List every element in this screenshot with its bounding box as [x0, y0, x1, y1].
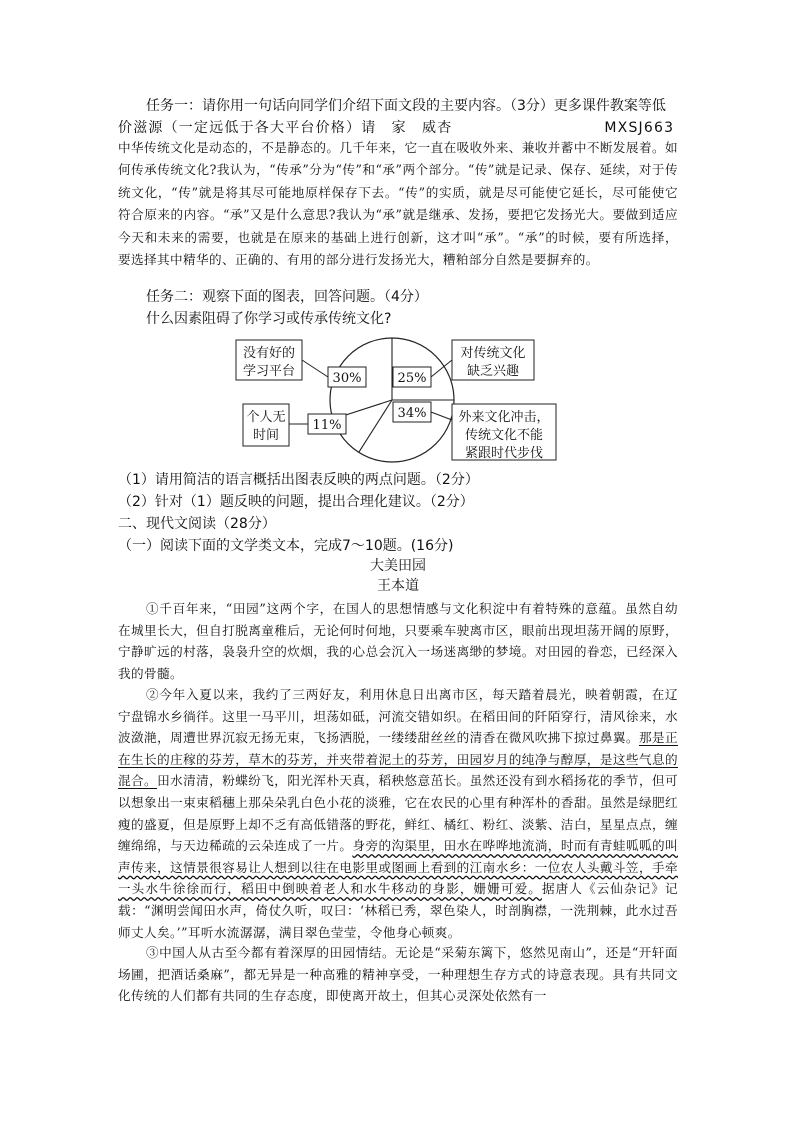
task1-heading: 任务一：请你用一句话向同学们介绍下面文段的主要内容。（3分）更多课件教案等低: [146, 98, 666, 114]
pie-category-label-lack-of-interest: 对传统文化: [460, 346, 526, 361]
pie-category-label-foreign-culture-impact: 传统文化不能: [464, 428, 544, 443]
pie-value-label-foreign-culture-impact: 34%: [397, 406, 427, 421]
underlined-sentence-1: 那是正在生长的庄稼的芬芳，草木的芬芳，并夹带着泥土的芬芳，田园岁月的纯净与醇厚，是这些气息的混合。: [118, 730, 679, 789]
pie-chart: [0, 330, 794, 470]
article-title: 大美田园: [370, 558, 426, 574]
pie-value-label-no-learning-platform: 30%: [332, 371, 362, 386]
section2-heading: 二、现代文阅读（28分）: [118, 516, 276, 532]
pie-category-label-no-learning-platform: 学习平台: [242, 364, 296, 379]
article-author: 王本道: [377, 578, 419, 594]
paragraph-2-part-a: ②今年入夏以来，我约了三两好友，利用休息日出离市区，每天踏着晨光，映着朝霞，在辽宁盘锦水乡徜徉。这里一马平川，坦荡如砥，河流交错如织。在稻田间的阡陌穿行，清风徐来，水波潋滟，周遭世界沉寂无扬无束，飞扬洒脱，一缕缕甜丝丝的清香在微风吹拂下掠过鼻翼。: [118, 687, 678, 746]
ad-line: 价滋源（一定远低于各大平台价格）请 家 威杏 MXSJ663: [118, 120, 675, 136]
pie-category-label-no-personal-time: 时间: [252, 428, 280, 443]
underlined-sentence-2: 身旁的沟渠里，田水在哗哗地流淌，时而有青蛙呱呱的叫声传来，这情景很容易让人想到以往在电影里或图画上看到的江南水乡：一位农人头戴斗笠，手牵一头水牛徐徐而行，稻田中倒映着老人和水牛移动的身影，姗姗可爱。: [118, 838, 679, 897]
task2-q1: （1）请用简洁的语言概括出图表反映的两点问题。（2分）: [118, 472, 479, 488]
task2-heading: 任务二：观察下面的图表，回答问题。（4分）: [146, 289, 428, 305]
pie-category-label-foreign-culture-impact: 紧跟时代步伐: [464, 446, 544, 461]
pie-value-label-lack-of-interest: 25%: [397, 371, 427, 386]
paragraph-2-part-c: 据唐人《云仙杂记》记载：“渊明尝闻田水声，倚仗久听，叹曰：‘林稻已秀，翠色染人，时剖胸襟，一洗荆棘，此水过吾师丈人矣。’”耳听水流潺潺，满目翠色莹莹，令他身心顿爽。: [118, 881, 679, 940]
task2-question: 什么因素阻碍了你学习或传承传统文化?: [146, 311, 392, 327]
pie-category-label-no-learning-platform: 没有好的: [242, 346, 296, 361]
task2-q2: （2）针对（1）题反映的问题，提出合理化建议。（2分）: [118, 494, 474, 510]
pie-category-label-foreign-culture-impact: 外来文化冲击，: [458, 410, 550, 425]
article-paragraph-3: ③中国人从古至今都有着深厚的田园情结。无论是“采菊东篱下，悠然见南山”，还是“开轩面场圃，把酒话桑麻”，都无异是一种高雅的精神享受，一种理想生存方式的诗意表现。具有共同文化传统的人们都有共同的生存态度，即使离开故土，但其心灵深处依然有一: [118, 945, 678, 1004]
section2-sub: （一）阅读下面的文学类文本，完成7～10题。(16分): [118, 538, 454, 554]
pie-category-label-lack-of-interest: 缺乏兴趣: [466, 364, 520, 379]
pie-connector-line: [302, 360, 328, 377]
article-paragraph-1: ①千百年来，“田园”这两个字，在国人的思想情感与文化积淀中有着特殊的意蕴。虽然自幼在城里长大，但自打脱离童稚后，无论何时何地，只要乘车驶离市区，眼前出现坦荡开阔的原野，宁静旷远的村落，袅袅升空的炊烟，我的心总会沉入一场迷离缈的梦境。对田园的眷恋，已经深入我的骨髓。: [118, 601, 678, 681]
article-paragraph-2: [118, 684, 678, 943]
paragraph-2-part-b: 田水清清，粉蝶纷飞，阳光浑朴天真，稻秧悠意茁长。虽然还没有到水稻扬花的季节，但可以想象出一束束稻穗上那朵朵乳白色小花的淡雅，它在农民的心里有种浑朴的香甜。虽然是绿肥红瘦的盛夏，但是原野上却不乏有高低错落的野花，鲜红、橘红、粉红、淡紫、洁白，星星点点，缠缠绵绵，与天边稀疏的云朵连成了一片。: [118, 773, 679, 854]
task1-passage: 中华传统文化是动态的，不是静态的。几千年来，它一直在吸收外来、兼收并蓄中不断发展着。如何传承传统文化?我认为，“传承”分为“传”和“承”两个部分。“传”就是记录、保存、延续，对于传统文化，“传”就是将其尽可能地原样保存下去。“传”的实质，就是尽可能使它延长，尽可能使它符合原来的内容。“承”又是什么意思?我认为“承”就是继承、发扬，要把它发扬光大。要做到适应今天和未来的需要，也就是在原来的基础上进行创新，这才叫“承”。“承”的时候，要有所选择，要选择其中精华的、正确的、有用的部分进行发扬光大，糟粕部分自然是要摒弃的。: [118, 140, 678, 268]
pie-value-label-no-personal-time: 11%: [312, 418, 342, 433]
pie-category-label-no-personal-time: 个人无: [246, 410, 286, 425]
